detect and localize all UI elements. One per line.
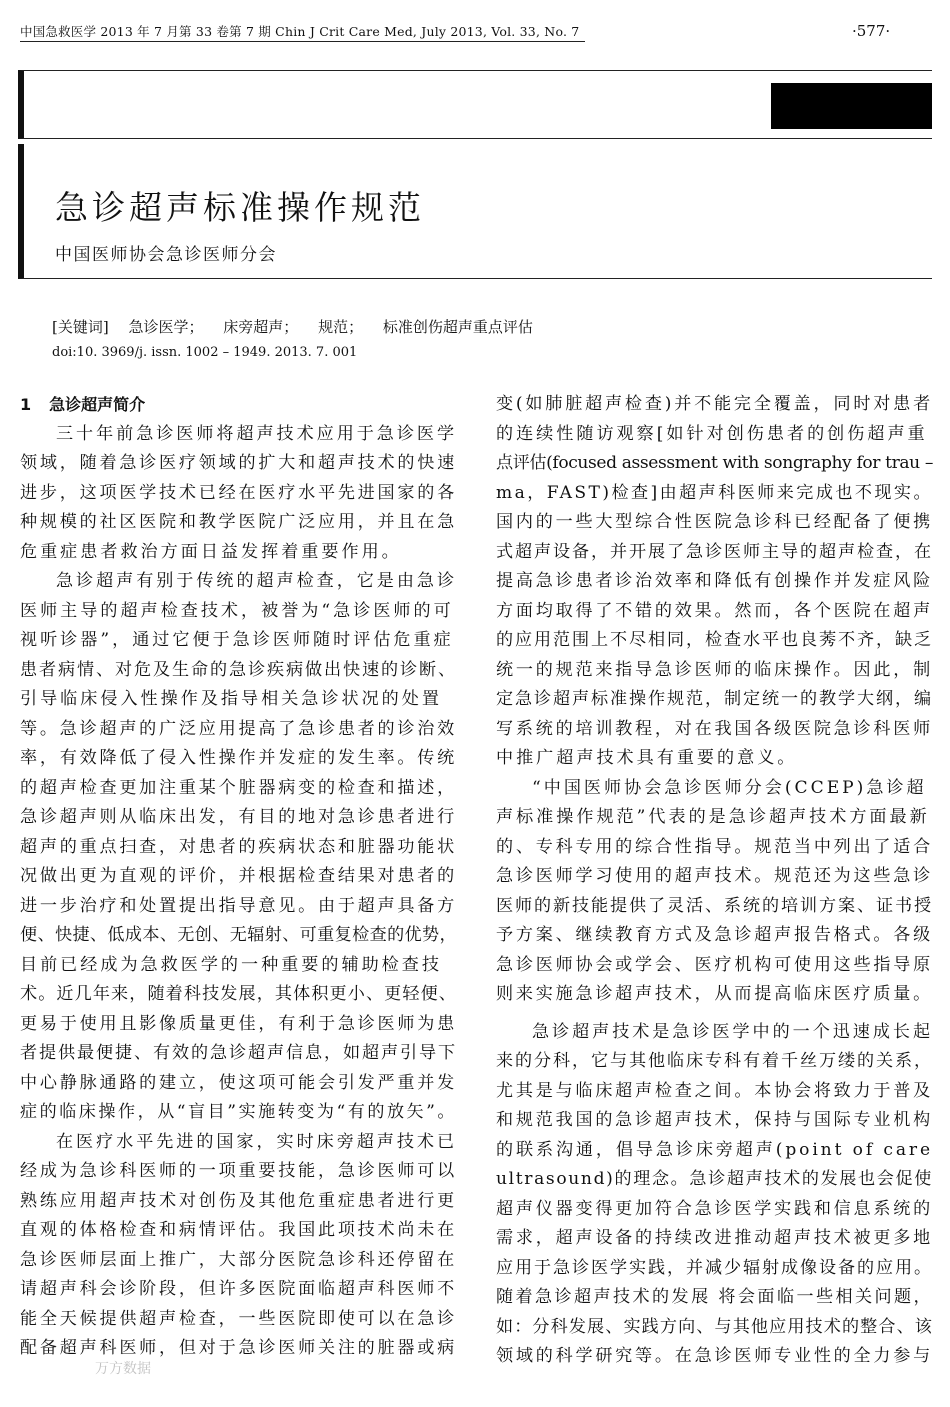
body-line: 急诊超声有别于传统的超声检查，它是由急诊 bbox=[56, 571, 457, 591]
body-line: 随着急诊超声技术的发展 将会面临一些相关问题， bbox=[496, 1287, 933, 1307]
body-line: 三十年前急诊医师将超声技术应用于急诊医学 bbox=[56, 423, 457, 444]
banner-black-block bbox=[771, 83, 932, 129]
body-line: ultrasound)的理念。急诊超声技术的发展也会促使 bbox=[496, 1169, 933, 1189]
body-line: 中心静脉通路的建立，使这项可能会引发严重并发 bbox=[20, 1072, 457, 1093]
keyword: 规范； bbox=[318, 318, 364, 336]
body-line: 则来实施急诊超声技术，从而提高临床医疗质量。 bbox=[496, 984, 933, 1004]
body-line: 来的分科，它与其他临床专科有着千丝万缕的关系， bbox=[496, 1051, 933, 1071]
body-line: 在医疗水平先进的国家，实时床旁超声技术已 bbox=[56, 1131, 457, 1152]
body-line: 进一步治疗和处置提出指导意见。由于超声具备方 bbox=[20, 895, 457, 916]
body-line: 定急诊超声标准操作规范，制定统一的教学大纲，编 bbox=[496, 689, 933, 709]
body-line: 医师的新技能提供了灵活、系统的培训方案、证书授 bbox=[496, 895, 933, 916]
body-line: 点评估(focused assessment with songraphy for trau – bbox=[496, 453, 933, 473]
body-line: 急诊超声技术是急诊医学中的一个迅速成长起 bbox=[532, 1021, 933, 1042]
body-line: 急诊医师层面上推广，大部分医院急诊科还停留在 bbox=[20, 1249, 457, 1270]
right-column bbox=[496, 390, 933, 1372]
body-line: 中推广超声技术具有重要的意义。 bbox=[496, 748, 798, 768]
body-line: 统一的规范来指导急诊医师的临床操作。因此，制 bbox=[496, 659, 933, 680]
body-line: 视听诊器”，通过它便于急诊医师随时评估危重症 bbox=[20, 630, 454, 650]
doi-line: doi:10. 3969/j. issn. 1002 – 1949. 2013. 7. 001 bbox=[52, 345, 358, 360]
body-line: 便、快捷、低成本、无创、无辐射、可重复检查的优势， bbox=[20, 925, 457, 945]
body-line: ma，FAST)检查]由超声科医师来完成也不现实。 bbox=[496, 482, 933, 503]
body-line: 目前已经成为急救医学的一种重要的辅助检查技 bbox=[20, 954, 442, 975]
body-line: 的连续性随访观察[如针对创伤患者的创伤超声重 bbox=[496, 423, 928, 444]
body-line: 如：分科发展、实践方向、与其他应用技术的整合、该 bbox=[496, 1316, 933, 1337]
left-column bbox=[20, 390, 457, 1364]
body-line: 急诊医师学习使用的超声技术。规范还为这些急诊 bbox=[496, 866, 933, 886]
body-line: 况做出更为直观的评价，并根据检查结果对患者的 bbox=[20, 866, 457, 886]
body-line: 的、专科专用的综合性指导。规范当中列出了适合 bbox=[496, 836, 933, 857]
body-line: 术。近几年来，随着科技发展，其体积更小、更轻便、 bbox=[20, 984, 457, 1004]
body-line: 种规模的社区医院和教学医院广泛应用，并且在急 bbox=[20, 512, 457, 532]
body-line: 超声的重点扫查，对患者的疾病状态和脏器功能状 bbox=[20, 836, 457, 857]
body-line: 领域，随着急诊医疗领域的扩大和超声技术的快速 bbox=[20, 453, 457, 473]
body-line: 更易于使用且影像质量更佳，有利于急诊医师为患 bbox=[20, 1013, 457, 1034]
body-line: 请超声科会诊阶段，但许多医院面临超声科医师不 bbox=[20, 1279, 457, 1299]
body-line: 需求，超声设备的持续改进推动超声技术被更多地 bbox=[496, 1228, 933, 1248]
body-line: 方面均取得了不错的效果。然而，各个医院在超声 bbox=[496, 600, 933, 621]
body-line: 等。急诊超声的广泛应用提高了急诊患者的诊治效 bbox=[20, 718, 457, 739]
body-line: 声标准操作规范”代表的是急诊超声技术方面最新 bbox=[496, 807, 930, 827]
page-number: ·577· bbox=[852, 22, 891, 40]
body-line: 急诊超声则从临床出发，有目的地对急诊患者进行 bbox=[20, 807, 457, 827]
body-line: 式超声设备，并开展了急诊医师主导的超声检查，在 bbox=[496, 541, 933, 562]
body-line: 尤其是与临床超声检查之间。本协会将致力于普及 bbox=[496, 1080, 933, 1101]
section-title: 急诊超声简介 bbox=[49, 395, 146, 414]
body-line: 引导临床侵入性操作及指导相关急诊状况的处置 bbox=[20, 689, 442, 709]
body-line: 危重症患者救治方面日益发挥着重要作用。 bbox=[20, 541, 402, 562]
keyword: 标准创伤超声重点评估 bbox=[382, 318, 533, 336]
body-line: 能全天候提供超声检查，一些医院即使可以在急诊 bbox=[20, 1308, 457, 1329]
body-line: 提高急诊患者诊治效率和降低有创操作并发症风险 bbox=[496, 571, 933, 591]
body-line: 的联系沟通，倡导急诊床旁超声(point of care bbox=[496, 1139, 933, 1160]
body-line: 应用于急诊医学实践，并减少辐射成像设备的应用。 bbox=[496, 1257, 933, 1278]
body-line: 率，有效降低了侵入性操作并发症的发生率。传统 bbox=[20, 748, 457, 768]
body-line: 症的临床操作，从“盲目”实施转变为“有的放矢”。 bbox=[20, 1102, 457, 1122]
body-line: 进步，这项医学技术已经在医疗水平先进国家的各 bbox=[20, 482, 457, 503]
keyword: 床旁超声； bbox=[223, 318, 299, 336]
body-line: 予方案、继续教育方式及急诊超声报告格式。各级 bbox=[496, 925, 933, 945]
section-number: 1 bbox=[20, 395, 32, 414]
body-line: 经成为急诊科医师的一项重要技能，急诊医师可以 bbox=[20, 1161, 457, 1181]
running-head: 中国急救医学 2013 年 7 月第 33 卷第 7 期 Chin J Crit Care Med, July 2013, Vol. 33, No. 7 bbox=[20, 23, 585, 42]
body-line: 和规范我国的急诊超声技术，保持与国际专业机构 bbox=[496, 1110, 933, 1130]
keywords-line bbox=[52, 316, 548, 337]
body-line: “中国医师协会急诊医师分会(CCEP)急诊超 bbox=[532, 777, 927, 798]
body-line: 医师主导的超声检查技术，被誉为“急诊医师的可 bbox=[20, 600, 454, 621]
body-line: 国内的一些大型综合性医院急诊科已经配备了便携 bbox=[496, 512, 933, 532]
body-line: 急诊医师协会或学会、医疗机构可使用这些指导原 bbox=[496, 954, 933, 975]
body-line: 直观的体格检查和病情评估。我国此项技术尚未在 bbox=[20, 1220, 457, 1240]
body-line: 写系统的培训教程，对在我国各级医院急诊科医师 bbox=[496, 718, 933, 739]
body-line: 配备超声科医师，但对于急诊医师关注的脏器或病 bbox=[20, 1338, 457, 1358]
watermark: 万方数据 bbox=[95, 1361, 151, 1377]
section-heading bbox=[20, 390, 457, 420]
article-title: 急诊超声标准操作规范 bbox=[55, 188, 425, 228]
body-line: 超声仪器变得更加符合急诊医学实践和信息系统的 bbox=[496, 1198, 933, 1219]
body-line: 的应用范围上不尽相同，检查水平也良莠不齐，缺乏 bbox=[496, 630, 933, 650]
body-line: 熟练应用超声技术对创伤及其他危重症患者进行更 bbox=[20, 1190, 457, 1211]
body-line: 患者病情、对危及生命的急诊疾病做出快速的诊断、 bbox=[20, 659, 457, 680]
body-line: 变(如肺脏超声检查)并不能完全覆盖，同时对患者 bbox=[496, 394, 933, 414]
body-line: 领域的科学研究等。在急诊医师专业性的全力参与 bbox=[496, 1346, 933, 1366]
body-line: 的超声检查更加注重某个脏器病变的检查和描述， bbox=[20, 777, 457, 798]
keywords-label: [关键词] bbox=[52, 318, 109, 336]
body-line: 者提供最便捷、有效的急诊超声信息，如超声引导下 bbox=[20, 1043, 457, 1063]
author-line: 中国医师协会急诊医师分会 bbox=[55, 245, 277, 265]
keyword: 急诊医学； bbox=[128, 318, 204, 336]
